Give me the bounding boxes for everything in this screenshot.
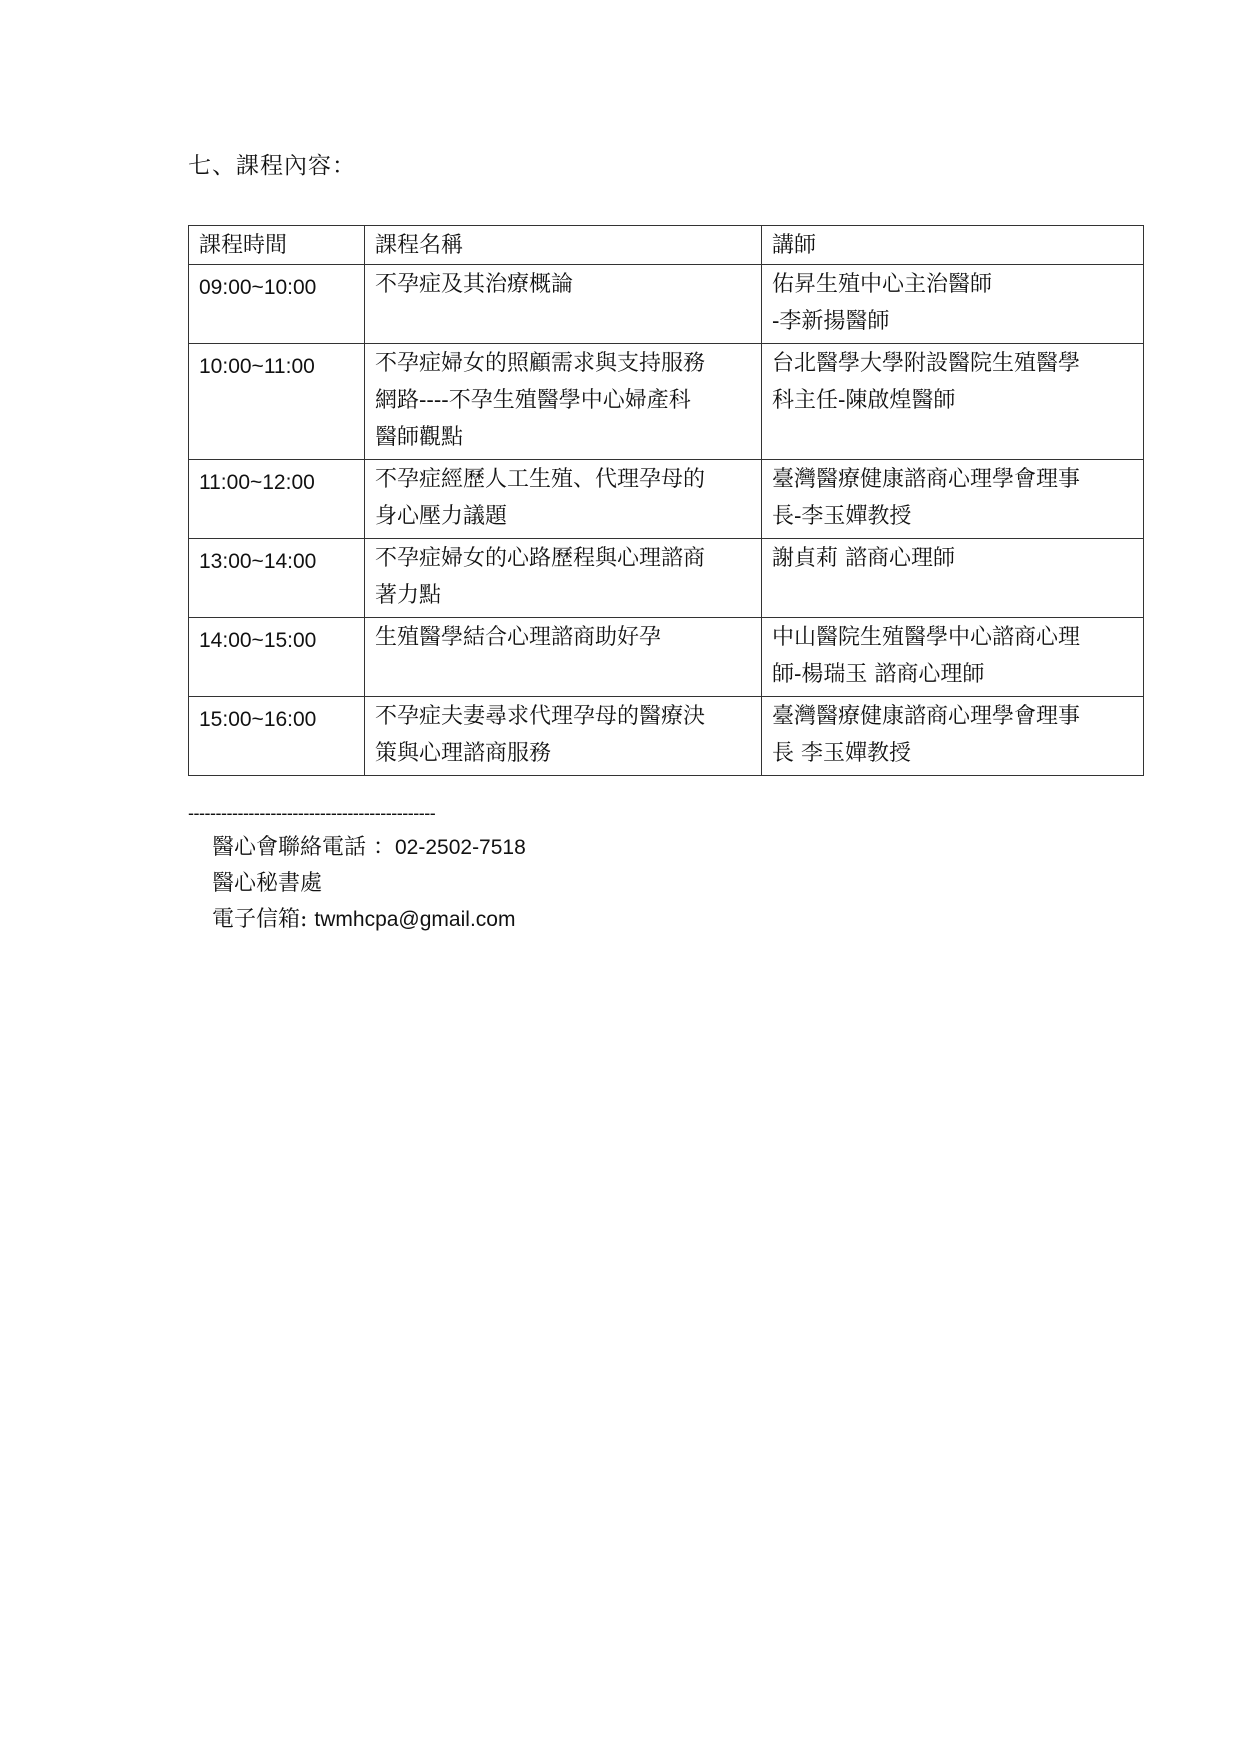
course-time: 11:00~12:00 xyxy=(189,460,365,539)
email-label: 電子信箱: xyxy=(212,907,315,932)
course-teacher: 中山醫院生殖醫學中心諮商心理 師-楊瑞玉 諮商心理師 xyxy=(762,618,1144,697)
course-teacher: 謝貞莉 諮商心理師 xyxy=(762,539,1144,618)
table-row xyxy=(189,460,1144,539)
phone-label: 醫心會聯絡電話 ： xyxy=(212,835,395,860)
table-row xyxy=(189,344,1144,460)
contact-phone-line xyxy=(212,830,526,866)
course-teacher: 佑昇生殖中心主治醫師 -李新揚醫師 xyxy=(762,265,1144,344)
course-time: 15:00~16:00 xyxy=(189,697,365,776)
table-row xyxy=(189,265,1144,344)
course-teacher: 臺灣醫療健康諮商心理學會理事 長 李玉嬋教授 xyxy=(762,697,1144,776)
course-name: 不孕症經歷人工生殖、代理孕母的 身心壓力議題 xyxy=(365,460,762,539)
course-name: 生殖醫學結合心理諮商助好孕 xyxy=(365,618,762,697)
dashed-divider: --------------------------------------------- xyxy=(188,803,436,823)
course-name: 不孕症婦女的照顧需求與支持服務 網路----不孕生殖醫學中心婦產科 醫師觀點 xyxy=(365,344,762,460)
course-time: 13:00~14:00 xyxy=(189,539,365,618)
contact-block xyxy=(212,830,526,938)
course-name: 不孕症夫妻尋求代理孕母的醫療決 策與心理諮商服務 xyxy=(365,697,762,776)
table-row xyxy=(189,539,1144,618)
course-time: 09:00~10:00 xyxy=(189,265,365,344)
section-title: 七、課程內容： xyxy=(188,153,356,179)
table-row xyxy=(189,697,1144,776)
course-teacher: 臺灣醫療健康諮商心理學會理事 長-李玉嬋教授 xyxy=(762,460,1144,539)
table-header-row xyxy=(189,226,1144,265)
header-course-name: 課程名稱 xyxy=(365,226,762,265)
course-schedule-table xyxy=(188,225,1144,776)
course-time: 14:00~15:00 xyxy=(189,618,365,697)
header-teacher: 講師 xyxy=(762,226,1144,265)
course-name: 不孕症婦女的心路歷程與心理諮商 著力點 xyxy=(365,539,762,618)
phone-number: 02-2502-7518 xyxy=(395,836,526,859)
table-row xyxy=(189,618,1144,697)
header-course-time: 課程時間 xyxy=(189,226,365,265)
course-teacher: 台北醫學大學附設醫院生殖醫學 科主任-陳啟煌醫師 xyxy=(762,344,1144,460)
contact-office-line: 醫心秘書處 xyxy=(212,871,323,896)
email-address: twmhcpa@gmail.com xyxy=(314,908,516,931)
course-time: 10:00~11:00 xyxy=(189,344,365,460)
contact-email-line xyxy=(212,902,526,938)
course-name: 不孕症及其治療概論 xyxy=(365,265,762,344)
